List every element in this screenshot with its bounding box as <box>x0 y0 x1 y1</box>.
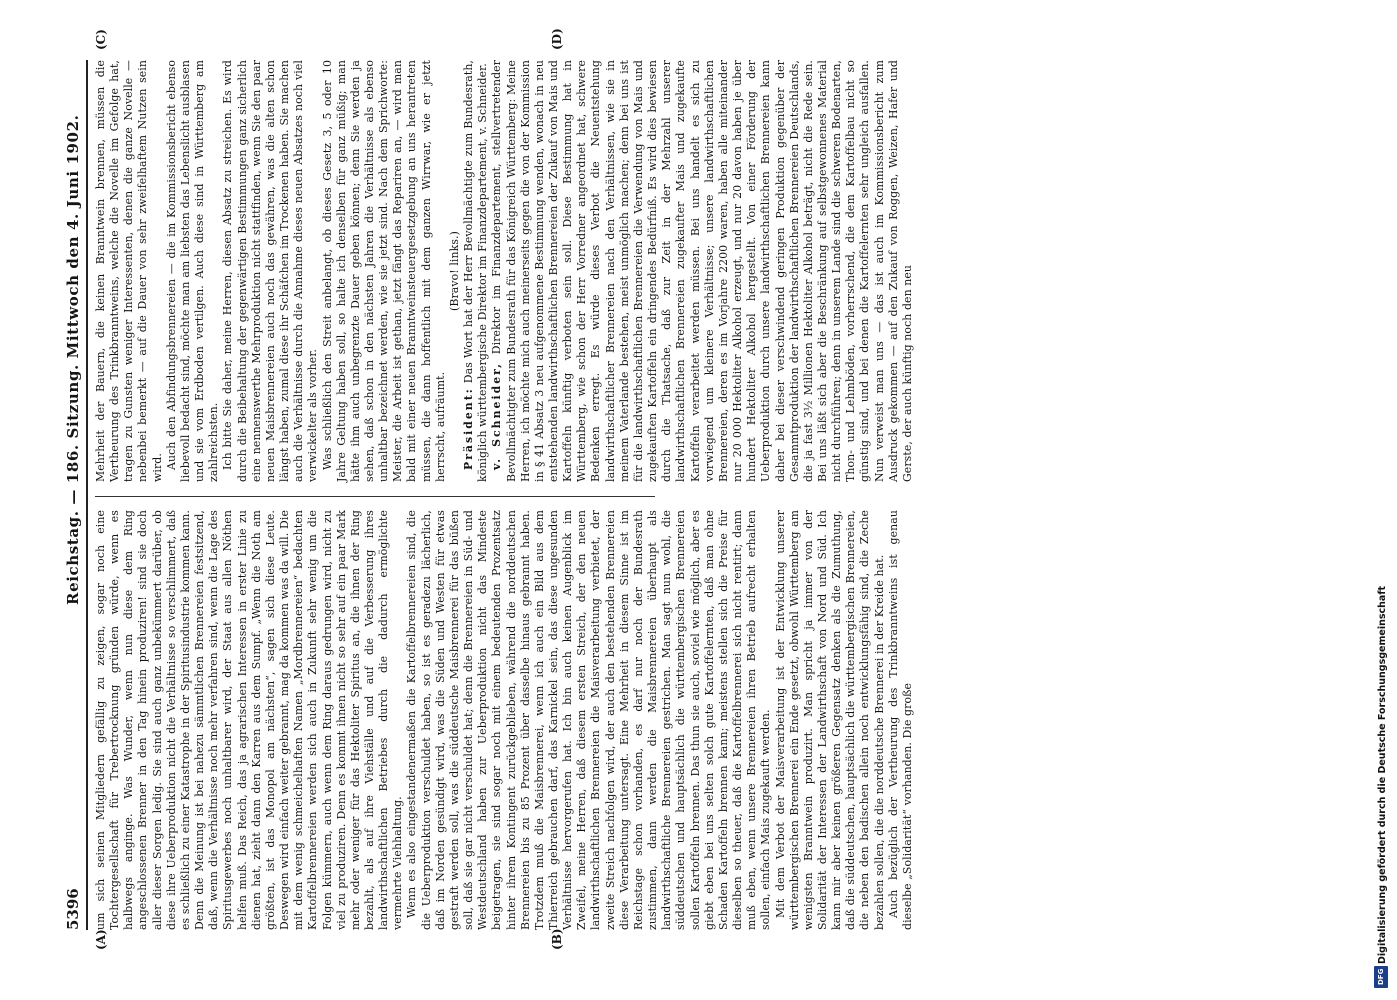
header-rule <box>86 60 88 930</box>
paragraph: Auch den Abfindungsbrennereien — die im Kommissionsbericht ebenso liebevoll bedacht sind, möchte man am liebsten das Lebenslicht ausblasen und sie vom Erdboden vertilgen. Auch diese sind in Württemberg am zahlreichsten. <box>164 60 221 482</box>
speaker-paragraph <box>462 60 490 482</box>
paragraph: Wenn es also eingestandenermaßen die Kartoffelbrennereien sind, die die Ueberproduktion verschuldet haben, so ist es geradezu lächerlich, daß im Norden gesündigt wird, was die Süden und Westen für etwas gestraft werden soll, was die süddeutsche Maisbrennerei für das büßen soll, daß sie gar nicht verschuldet hat; denn die Brennereien in Süd- und Westdeutschland haben zur Ueberproduktion nicht das Mindeste beigetragen, sie sind sogar noch mit einem bedeutenden Prozentsatz hinter ihrem Kontingent zurückgeblieben, während die norddeutschen Brennereien bis zu 85 Prozent über dasselbe hinaus gebrannt haben. Trotzdem muß die Maisbrennerei, wenn ich auch ein Bild aus dem Thierreich gebrauchen darf, das Karnickel sein, das diese ungesunden Verhältnisse hervorgerufen hat. Ich bin auch keinen Augenblick im Zweifel, meine Herren, daß diesem ersten Streich, der den neuen landwirthschaftlichen Brennereien die Maisverarbeitung verbietet, der zweite Streich nachfolgen wird, der auch den bestehenden Brennereien diese Verarbeitung untersagt. Eine Mehrheit in diesem Sinne ist im Reichstage schon vorhanden, es darf nur noch der Bundesrath zustimmen, dann werden die Maisbrennereien überhaupt als landwirthschaftliche Brennereien gestrichen. Man sagt nun wohl, die süddeutschen und hauptsächlich die württembergischen Brennereien sollen Kartoffeln brennen. Das thun sie auch, soviel wie möglich, aber es giebt eben bei uns selten solch gute Kartoffelernten, daß man ohne Schaden Kartoffeln brennen kann; meistens stellen sich die Preise für dieselben so theuer, daß die Kartoffelbrennerei sich nicht rentirt; dann muß eben, wenn unsere Brennereien ihren Betrieb aufrecht erhalten sollen, einfach Mais zugekauft werden. <box>405 510 773 930</box>
speaker-text: Direktor im Finanzdepartement, stellvertretender Bevollmächtigter zum Bundesrath für das Königreich Württemberg: Meine Herren, ich möchte mich auch meinerseits gegen die von der Kommission in § 41 Absatz 3 neu aufgenommene Bestimmung wenden, wonach in neu entstehenden landwirthschaftlichen Brennereien der Zukauf von Mais und Kartoffeln künftig verboten sein soll. Diese Bestimmung hat in Württemberg, wie schon der Herr Vorredner angeordnet hat, schwere Bedenken erregt. Es würde dieses Verbot die Neuentstehung landwirthschaftlicher Brennereien nach den Verhältnissen, wie sie in meinem Vaterlande bestehen, meist unmöglich machen; denn bei uns ist für die landwirthschaftlichen Brennereien die Verwendung von Mais und zugekauften Kartoffeln ein dringendes Bedürfniß. Es wird dies bewiesen durch die Thatsache, daß zur Zeit in der Mehrzahl unserer landwirthschaftlichen Brennereien zugekaufter Mais und zugekaufte Kartoffeln verarbeitet werden müssen. Bei uns handelt es sich zu vorwiegend um kleinere Verhältnisse; unsere landwirthschaftlichen Brennereien, deren es im Vorjahre 2200 waren, haben alle miteinander nur 20 000 Hektoliter Alkohol erzeugt, und nur 20 davon haben je über hundert Hektoliter Alkohol hergestellt. Von einer Förderung der Ueberproduktion durch unsere landwirthschaftlichen Brennereien kann daher bei dieser verschwindend geringen Produktion gegenüber der Gesammtproduktion der landwirthschaftlichen Brennereien Deutschlands, die ja fast 3½ Millionen Hektoliter Alkohol beträgt, nicht die Rede sein. Bei uns läßt sich aber die Beschränkung auf selbstgewonnenes Material nicht durchführen; denn in unserem Lande sind die schweren Bodenarten, Thon- und Lehmböden, vorherrschend, die dem Kartoffelbau nicht so günstig sind, und bei denen die Kartoffelernten sehr ungleich ausfallen. Nun verweist man uns — das ist auch im Kommissionsbericht zum Ausdruck gekommen — auf den Zukauf von Roggen, Weizen, Hafer und Gerste, der auch künftig noch den neu <box>490 60 914 482</box>
speaker-label: Präsident: <box>462 387 476 470</box>
margin-mark-c: (C) <box>94 29 108 50</box>
paragraph: um sich seinen Mitgliedern gefällig zu zeigen, sogar noch eine Tochtergesellschaft für Trebertrocknung gründen würde, wenn es halbwegs anginge. Was Wunder, wenn nun diese dem Ring angeschlossenen Brenner in den Tag hinein produziren! sind sie doch aller dieser Sorgen ledig. Sie sind auch ganz unbekümmert darüber, ob diese ihre Ueberproduktion nicht die Verhältnisse so verschlimmert, daß es schließlich zu einer Katastrophe in der Spiritusindustrie kommen kann. Denn die Meinung ist bei nahezu sämmtlichen Brennereien festsitzend, daß, wenn die Verhältnisse noch mehr verfahren sind, wenn die Lage des Spiritusgewerbes noch unhaltbarer wird, der Staat aus allen Nöthen helfen muß. Das Reich, das ja agrarischen Interessen in erster Linie zu dienen hat, zieht dann den Karren aus dem Sumpf. „Wenn die Noth am größten, ist das Monopol am nächsten“, sagen sich diese Leute. Deswegen wird einfach weiter gebrannt, mag da kommen was da will. Die mit dem wenig schmeichelhaften Namen „Mordbrennereien“ bedachten Kartoffelbrennereien werden sich auch in Zukunft sehr wenig um die Folgen kümmern, auch wenn dem Ring daraus gedrungen wird, nicht zu viel zu produziren. Denn es kommt ihnen nicht so sehr auf ein paar Mark mehr oder weniger für das Hektoliter Spiritus an, die ihnen der Ring bezahlt, als auf ihre Viehställe und auf die Verbesserung ihres landwirthschaftlichen Betriebes durch die dadurch ermöglichte vermehrte Viehhaltung. <box>94 510 405 930</box>
paragraph: Ich bitte Sie daher, meine Herren, diesen Absatz zu streichen. Es wird durch die Beibehaltung der gegenwärtigen Bestimmungen ganz sicherlich eine nennenswerthe Mehrproduktion nicht stattfinden, wenn Sie den paar neuen Maisbrennereien auch noch das gewähren, was die alten schon längst haben, zumal diese ihr Schäfchen im Trockenen haben. Sie machen auch die Verhältnisse durch die Annahme dieses neuen Absatzes noch viel verwickelter als vorher. <box>221 60 320 482</box>
paragraph: Mit dem Verbot der Maisverarbeitung ist der Entwicklung unserer württembergischen Brennerei ein Ende gesetzt, obwohl Württemberg am wenigsten Branntwein produzirt. Man spricht ja immer von der Solidarität der Interessen der Landwirthschaft von Nord und Süd. Ich kann mir aber keinen größeren Gegensatz denken als die Zumuthung, daß die süddeutschen, hauptsächlich die württembergischen Brennereien, die neben den badischen allein noch entwicklungsfähig sind, die Zeche bezahlen sollen, die die norddeutsche Brennerei in der Kreide hat. <box>773 510 886 930</box>
margin-mark-d: (D) <box>550 28 564 50</box>
paragraph: Mehrheit der Bauern, die keinen Branntwein brennen, müssen die Vertheurung des Trinkbranntweins, welche die Novelle im Gefolge hat, tragen zu Gunsten weniger Interessenten, denen die ganze Novelle — nebenbei bemerkt — auf die Dauer von sehr zweifelhaftem Nutzen sein wird. <box>94 60 164 482</box>
speaker-text: Das Wort hat der Herr Bevollmächtigte zum Bundesrath, königlich württembergische Direktor im Finanzdepartement, v. Schneider. <box>462 60 490 482</box>
running-title: Reichstag. — 186. Sitzung. Mittwoch den 4. Juni 1902. <box>64 114 82 605</box>
speaker-label: v. Schneider, <box>490 362 504 470</box>
margin-mark-a: (A) <box>94 929 108 950</box>
paragraph: Was schließlich den Streit anbelangt, ob dieses Gesetz 3, 5 oder 10 Jahre Geltung haben soll, so halte ich denselben für ganz müßig; man hätte ihm auch unbegrenzte Dauer geben können; denn Sie werden ja sehen, daß schon in den nächsten Jahren die Verhältnisse als ebenso unhaltbar bezeichnet werden, wie sie jetzt sind. Nach dem Sprichworte: Meister, die Arbeit ist gethan, jetzt fängt das Repariren an, — wird man bald mit einer neuen Branntweinsteuergesetzgebung an uns herantreten müssen, die dann hoffentlich mit dem ganzen Wirrwar, wie er jetzt herrscht, aufräumt. <box>320 60 447 482</box>
dfg-logo-icon: DFG <box>1374 966 1388 988</box>
digitization-credit <box>1370 352 1392 992</box>
column-divider <box>95 496 655 497</box>
credit-text: Digitalisierung gefördert durch die Deutsche Forschungsgemeinschaft <box>1377 586 1388 964</box>
paragraph: Auch bezüglich der Vertheurung des Trinkbranntweins ist genau dieselbe „Solidarität“ vorhanden. Die große <box>886 510 914 930</box>
left-column <box>94 510 915 930</box>
margin-mark-b: (B) <box>550 928 564 950</box>
page-header <box>62 60 86 930</box>
interjection: (Bravo! links.) <box>447 231 461 311</box>
right-column <box>94 60 915 482</box>
page-number: 5396 <box>64 888 82 930</box>
speaker-paragraph <box>490 60 915 482</box>
